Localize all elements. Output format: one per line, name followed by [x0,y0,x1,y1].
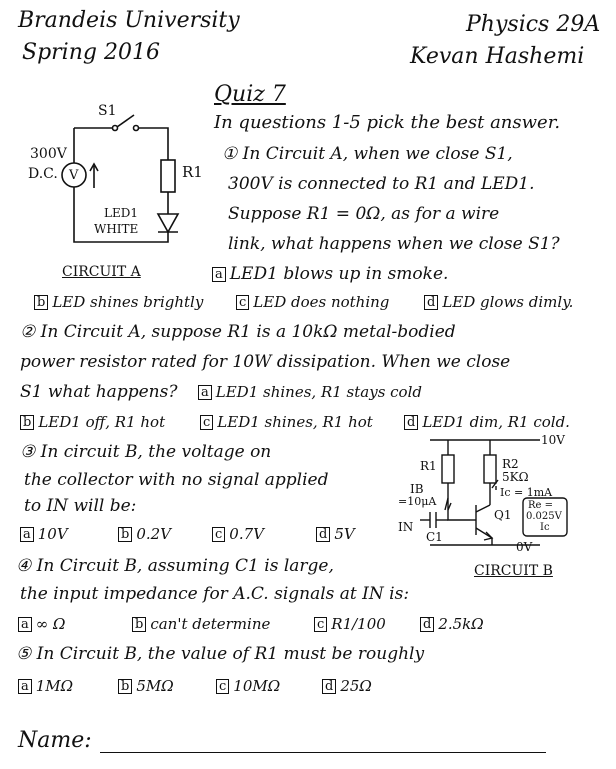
circuit-b-label: CIRCUIT B [474,563,553,579]
circuit-b-ground: 0V [516,540,533,554]
option-box: a [18,617,32,632]
q2-option-d[interactable]: d LED1 dim, R1 cold. [404,412,570,432]
name-line[interactable] [100,752,546,753]
option-box: b [34,295,48,310]
instructor-name: Kevan Hashemi [410,44,585,69]
option-box: c [200,415,213,430]
option-box: c [236,295,249,310]
option-box: d [316,527,330,542]
circuit-b-ic: Ic = 1mA [500,486,553,499]
q4-option-a[interactable]: a ∞ Ω [18,614,65,634]
option-box: c [212,527,225,542]
option-box: b [132,617,146,632]
q2-line-2: power resistor rated for 10W dissipation. When we close [20,352,511,372]
q2-line-1: ② In Circuit A, suppose R1 is a 10kΩ metal-bodied [20,322,456,342]
q1-line-4: link, what happens when we close S1? [228,234,560,254]
q1-option-a[interactable]: a LED1 blows up in smoke. [212,264,448,284]
q5-option-d[interactable]: d 25Ω [322,676,372,696]
q4-line-1: ④ In Circuit B, assuming C1 is large, [16,556,334,576]
q5-option-b[interactable]: b 5MΩ [118,676,174,696]
q3-option-c[interactable]: c 0.7V [212,524,264,544]
q2-option-b[interactable]: b LED1 off, R1 hot [20,412,165,432]
q1-option-b[interactable]: b LED shines brightly [34,292,203,312]
source-voltage: 300V [30,146,67,162]
name-label: Name: [18,728,92,753]
course-code: Physics 29A [466,12,601,37]
option-box: d [404,415,418,430]
q4-option-c[interactable]: c R1/100 [314,614,386,634]
circuit-b-r2: R2 [502,457,519,471]
circuit-b-r1: R1 [420,459,437,473]
option-box: b [118,679,132,694]
option-box: d [420,617,434,632]
circuit-b-supply: 10V [541,433,565,447]
q5-line-1: ⑤ In Circuit B, the value of R1 must be roughly [16,644,425,664]
q3-line-3: to IN will be: [24,496,137,516]
q1-option-c[interactable]: c LED does nothing [236,292,389,312]
circuit-a-label: CIRCUIT A [62,264,141,280]
semester: Spring 2016 [22,40,160,65]
q1-line-3: Suppose R1 = 0Ω, as for a wire [228,204,500,224]
circuit-b-ib-value: =10μA [398,495,437,508]
option-box: b [118,527,132,542]
q2-option-a[interactable]: a LED1 shines, R1 stays cold [198,382,422,402]
circuit-b-re-2: 0.025V [526,511,562,522]
q1-line-2: 300V is connected to R1 and LED1. [228,174,535,194]
switch-label: S1 [98,103,117,119]
source-type: D.C. [28,166,58,182]
q3-line-1: ③ In circuit B, the voltage on [20,442,272,462]
q3-line-2: the collector with no signal applied [24,470,329,490]
source-symbol: V [69,168,79,183]
q3-option-b[interactable]: b 0.2V [118,524,171,544]
quiz-instructions: In questions 1-5 pick the best answer. [214,112,561,133]
led-label: LED1 [104,206,138,220]
circuit-b-ib: IB [410,482,424,496]
university-name: Brandeis University [18,8,240,33]
circuit-b-capacitor: C1 [426,530,443,544]
option-box: d [424,295,438,310]
q4-line-2: the input impedance for A.C. signals at IN is: [20,584,410,604]
q2-line-3: S1 what happens? [20,382,178,402]
q3-option-a[interactable]: a 10V [20,524,68,544]
circuit-b-re-1: Re = [528,500,554,511]
option-box: c [314,617,327,632]
q4-option-b[interactable]: b can't determine [132,614,270,634]
option-box: b [20,415,34,430]
q5-option-a[interactable]: a 1MΩ [18,676,73,696]
circuit-b-q1: Q1 [494,508,512,522]
option-box: d [322,679,336,694]
q5-option-c[interactable]: c 10MΩ [216,676,280,696]
option-box: a [18,679,32,694]
q2-option-c[interactable]: c LED1 shines, R1 hot [200,412,373,432]
option-box: a [212,267,226,282]
option-box: c [216,679,229,694]
q3-option-d[interactable]: d 5V [316,524,355,544]
circuit-b-r2-value: 5KΩ [502,470,529,484]
resistor-label: R1 [182,163,203,181]
option-box: a [198,385,212,400]
q1-line-1: ① In Circuit A, when we close S1, [222,144,513,164]
circuit-b-input: IN [398,520,414,534]
led-color: WHITE [94,222,139,236]
q1-option-d[interactable]: d LED glows dimly. [424,292,573,312]
quiz-title: Quiz 7 [214,82,286,107]
circuit-b-re-3: Ic [540,522,550,533]
q4-option-d[interactable]: d 2.5kΩ [420,614,484,634]
option-box: a [20,527,34,542]
